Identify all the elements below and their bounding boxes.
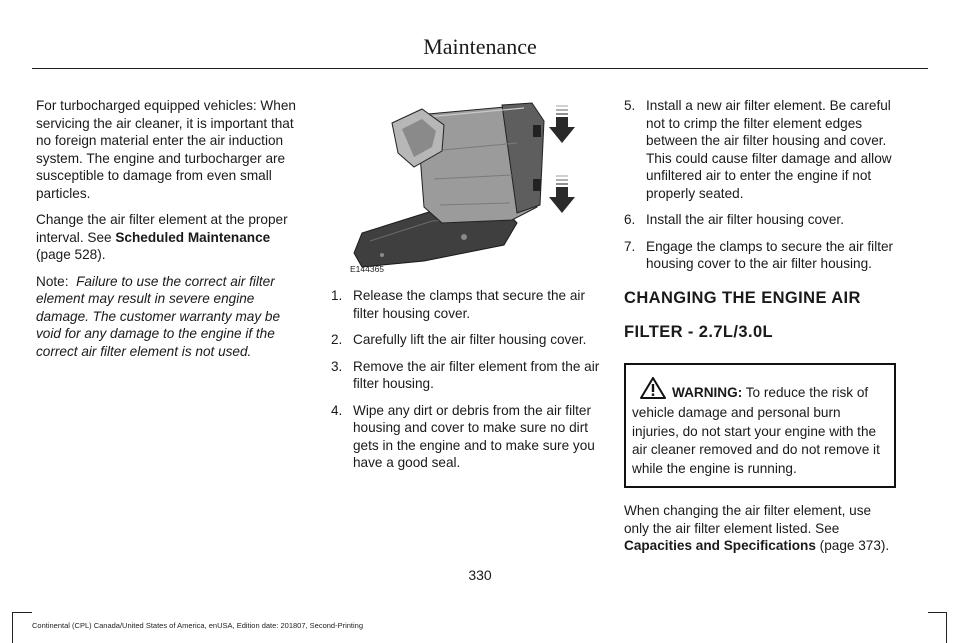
- interval-page-ref: (page 528).: [36, 247, 106, 262]
- list-item: [624, 238, 896, 273]
- section-heading-line1: CHANGING THE ENGINE AIR: [624, 288, 861, 307]
- step-text: Carefully lift the air filter housing cover.: [353, 332, 587, 347]
- note: [36, 273, 308, 361]
- step-number: 6.: [624, 212, 636, 227]
- list-item: [624, 97, 896, 202]
- step-text: Install a new air filter element. Be careful not to crimp the filter element edges between the air filter housing and cover. This could cause filter damage and allow unfiltered air to enter the engine if not properly seated.: [646, 98, 892, 201]
- step-number: 5.: [624, 98, 636, 113]
- capacities-page-ref: (page 373).: [815, 538, 890, 553]
- down-arrow-icon: [549, 105, 575, 143]
- list-item: [331, 287, 603, 322]
- step-text: Wipe any dirt or debris from the air filter housing and cover to make sure no dirt gets in the engine and to make sure you have a good seal.: [353, 402, 595, 470]
- warning-label: WARNING:: [672, 384, 743, 400]
- step-text: Remove the air filter element from the air filter housing.: [353, 358, 600, 391]
- middle-column: [331, 287, 603, 481]
- step-number: 3.: [331, 358, 343, 374]
- right-column: [624, 97, 896, 564]
- section-heading-line2: FILTER - 2.7L/3.0L: [624, 322, 773, 341]
- note-text: Failure to use the correct air filter element may result in severe engine damage. The customer warranty may be void for any damage to the engine if the correct air filter element is not used.: [36, 273, 281, 359]
- step-text: Engage the clamps to secure the air filter housing cover to the air filter housing.: [646, 238, 894, 271]
- crop-mark: [928, 612, 947, 613]
- page-number: 330: [468, 567, 492, 583]
- filter-element-text: When changing the air filter element, use only the air filter element listed. See: [624, 503, 872, 536]
- list-item: [331, 331, 603, 349]
- left-column: [36, 97, 308, 369]
- capacities-link[interactable]: Capacities and Specifications: [624, 538, 816, 553]
- footer-text: Continental (CPL) Canada/United States of America, enUSA, Edition date: 201807, Second-Printing: [32, 621, 364, 630]
- paragraph-turbo: For turbocharged equipped vehicles: When servicing the air cleaner, it is important that no foreign material enter the air induction system. The engine and turbocharger are susceptible to damage from even small particles.: [36, 98, 296, 201]
- list-item: [331, 402, 603, 472]
- step-number: 4.: [331, 402, 343, 418]
- step-number: 2.: [331, 332, 343, 347]
- paragraph-filter-element: [624, 502, 896, 555]
- step-text: Install the air filter housing cover.: [646, 212, 844, 227]
- section-heading: [624, 285, 896, 345]
- interval-text: Change the air filter element at the proper interval. See: [36, 212, 288, 245]
- down-arrow-icon: [549, 175, 575, 213]
- list-item: [624, 211, 896, 229]
- crop-mark: [12, 612, 32, 613]
- paragraph-interval: [36, 211, 308, 264]
- warning-box: [624, 363, 896, 489]
- step-number: 7.: [624, 238, 636, 254]
- page-title: Maintenance: [423, 34, 537, 59]
- crop-mark: [12, 612, 13, 643]
- warning-triangle-icon: [640, 377, 666, 405]
- step-text: Release the clamps that secure the air filter housing cover.: [353, 288, 585, 321]
- note-label: Note:: [36, 273, 69, 289]
- list-item: [331, 358, 603, 393]
- steps-list-a: [331, 287, 603, 472]
- warning-text: To reduce the risk of vehicle damage and personal burn injuries, do not start your engine with the air cleaner removed and do not remove it while the engine is running.: [632, 384, 880, 476]
- steps-list-b: [624, 97, 896, 273]
- crop-mark: [946, 612, 947, 643]
- header-rule: [32, 68, 928, 69]
- air-filter-housing-illustration: [352, 95, 602, 275]
- step-number: 1.: [331, 288, 343, 303]
- figure-id: E144365: [350, 264, 385, 274]
- scheduled-maintenance-link[interactable]: Scheduled Maintenance: [115, 229, 271, 245]
